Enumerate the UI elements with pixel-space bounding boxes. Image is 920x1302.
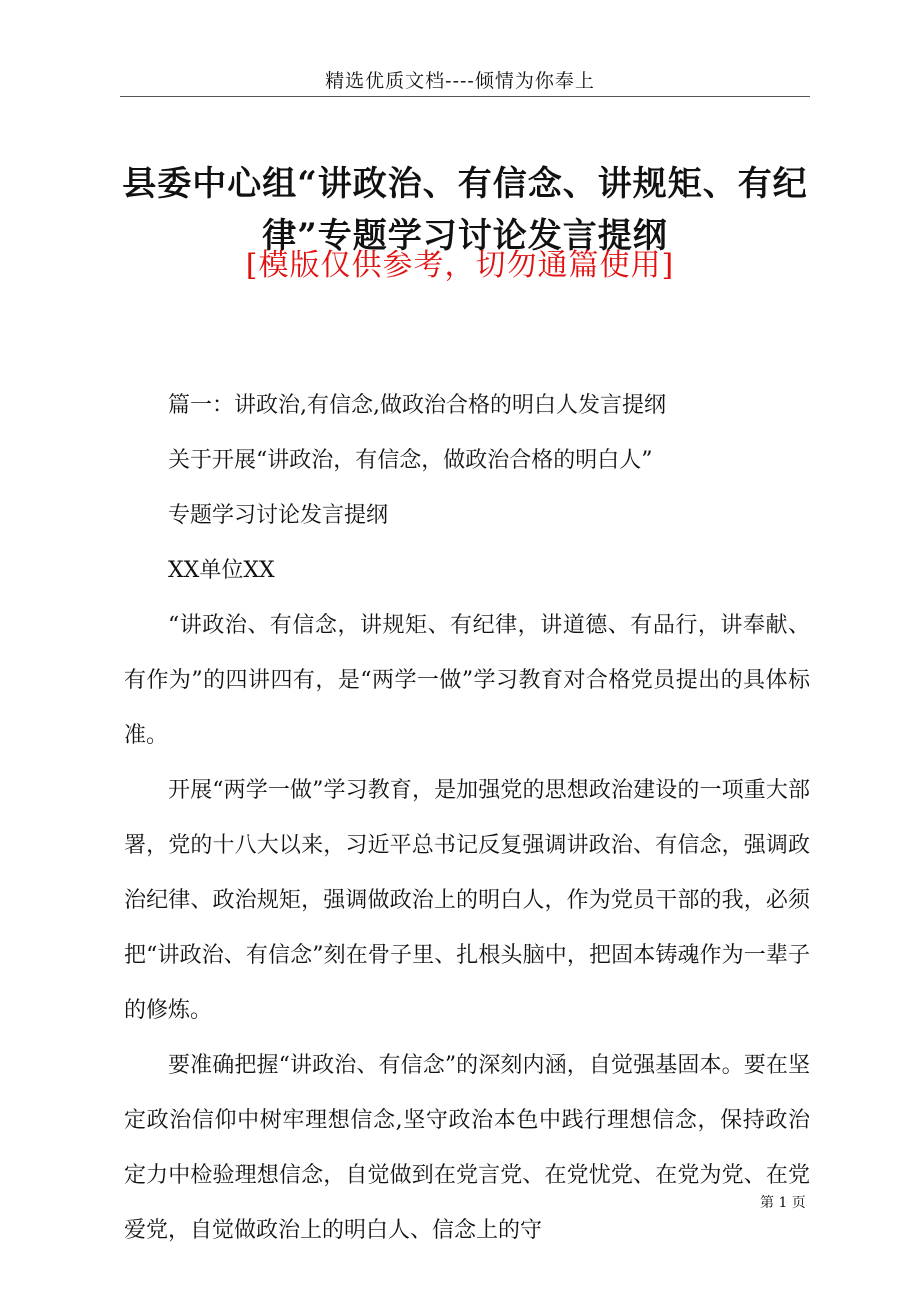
subheading-line-1: 关于开展“讲政治，有信念，做政治合格的明白人” xyxy=(168,448,653,473)
section-heading: 篇一：讲政治,有信念,做政治合格的明白人发言提纲 xyxy=(168,393,666,418)
paragraph: “讲政治、有信念，讲规矩、有纪律，讲道德、有品行，讲奉献、有作为”的四讲四有，是“两学一做”学习教育对合格党员提出的具体标准。 xyxy=(124,613,810,748)
subheading-line-2: 专题学习讨论发言提纲 xyxy=(168,503,389,528)
page-number: 第 1 页 xyxy=(760,1195,806,1211)
header-divider xyxy=(120,96,810,97)
paragraph: 开展“两学一做”学习教育，是加强党的思想政治建设的一项重大部署，党的十八大以来，习近平总书记反复强调讲政治、有信念，强调政治纪律、政治规矩，强调做政治上的明白人，作为党员干部的我，必须把“讲政治、有信念”刻在骨子里、扎根头脑中，把固本铸魂作为一辈子的修炼。 xyxy=(124,778,810,1023)
header-text: 精选优质文档----倾情为你奉上 xyxy=(325,70,595,92)
document-title: 县委中心组“讲政治、有信念、讲规矩、有纪律”专题学习讨论发言提纲 xyxy=(122,164,808,256)
template-notice: [模版仅供参考，切勿通篇使用] xyxy=(245,248,675,283)
document-body xyxy=(124,378,810,1258)
author-line: XX单位XX xyxy=(168,558,275,583)
paragraph: 要准确把握“讲政治、有信念”的深刻内涵，自觉强基固本。要在坚定政治信仰中树牢理想信念,坚守政治本色中践行理想信念，保持政治定力中检验理想信念，自觉做到在党言党、在党忧党、在党为党、在党爱党，自觉做政治上的明白人、信念上的守 xyxy=(124,1053,810,1243)
